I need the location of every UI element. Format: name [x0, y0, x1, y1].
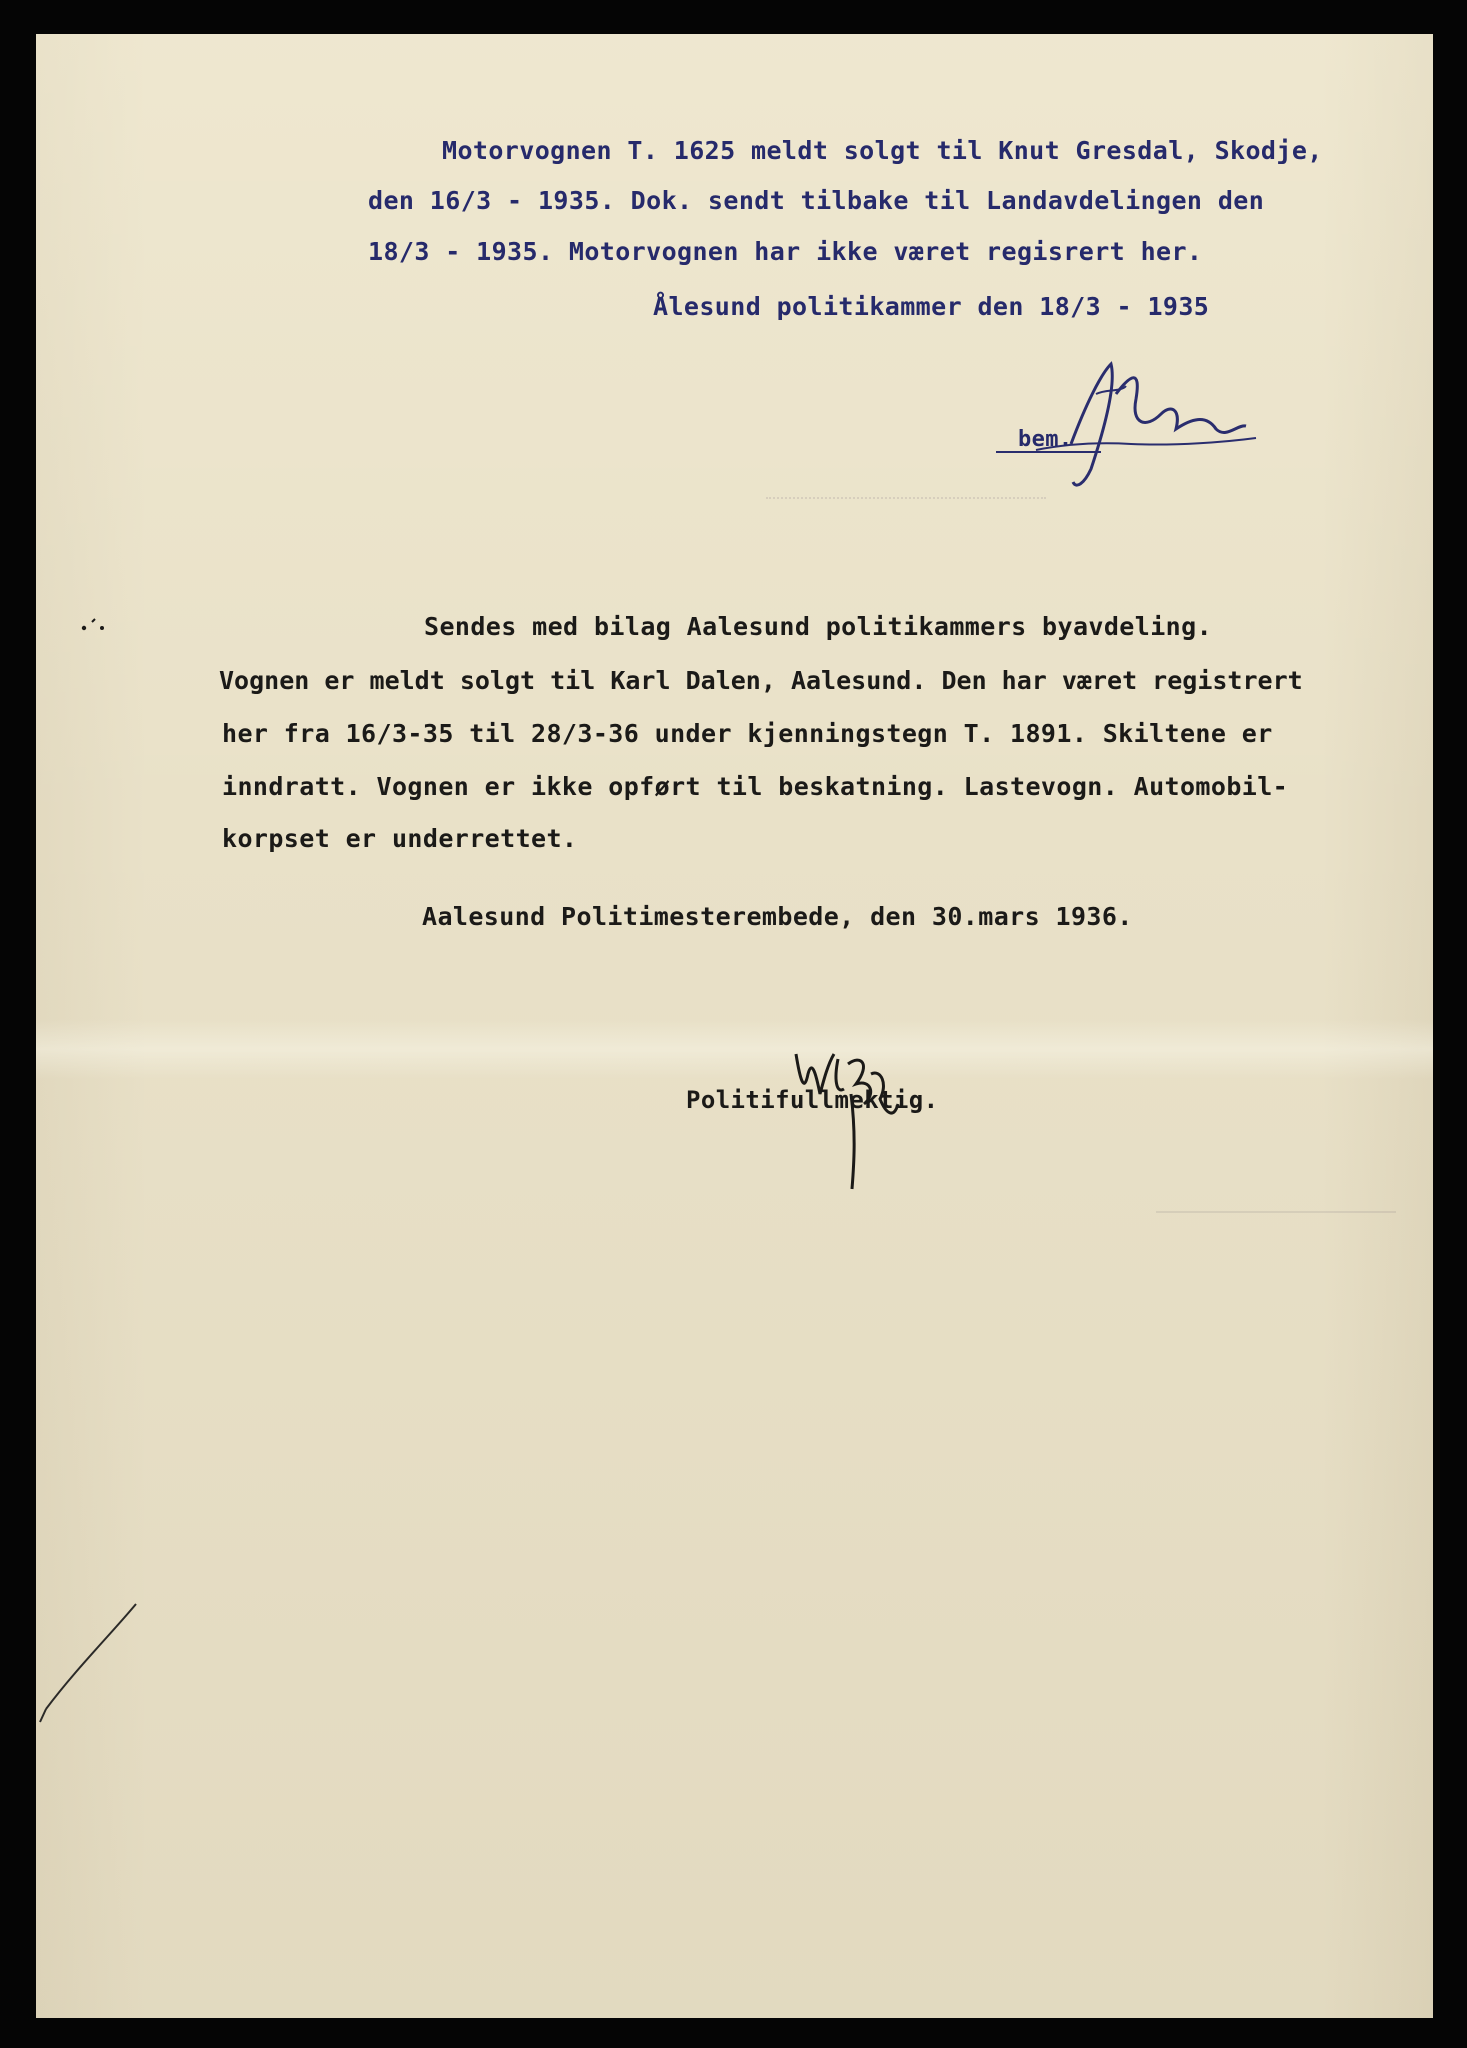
paper-fold — [36, 1019, 1433, 1079]
stray-ink-marks — [80, 614, 110, 634]
note-1935-line-2: den 16/3 - 1935. Dok. sendt tilbake til Landavdelingen den — [368, 186, 1265, 215]
document-page — [36, 34, 1433, 2018]
note-1935-line-3: 18/3 - 1935. Motorvognen har ikke været regisrert her. — [368, 237, 1203, 266]
pencil-stroke — [36, 1594, 156, 1734]
note-1935-line-1: Motorvognen T. 1625 meldt solgt til Knut Gresdal, Skodje, — [442, 136, 1323, 165]
note-1936-line-3: her fra 16/3-35 til 28/3-36 under kjenningstegn T. 1891. Skiltene er — [222, 719, 1273, 748]
signature-1935 — [976, 334, 1276, 494]
signature-1935-title: bem. — [1018, 427, 1073, 452]
note-1936-line-1: Sendes med bilag Aalesund politikammers byavdeling. — [424, 612, 1213, 641]
bleed-through-mark — [1156, 1199, 1396, 1213]
signature-1936-title: Politifullmektig. — [686, 1086, 939, 1114]
note-1936-line-5: korpset er underrettet. — [222, 824, 578, 853]
note-1936-place-date: Aalesund Politimesterembede, den 30.mars 1936. — [422, 902, 1133, 931]
note-1935-place-date: Ålesund politikammer den 18/3 - 1935 — [653, 292, 1210, 321]
signature-1936 — [776, 1034, 906, 1204]
note-1936-line-4: inndratt. Vognen er ikke opført til beskatning. Lastevogn. Automobil- — [222, 772, 1289, 801]
note-1936-line-2: Vognen er meldt solgt til Karl Dalen, Aalesund. Den har været registrert — [219, 666, 1303, 695]
